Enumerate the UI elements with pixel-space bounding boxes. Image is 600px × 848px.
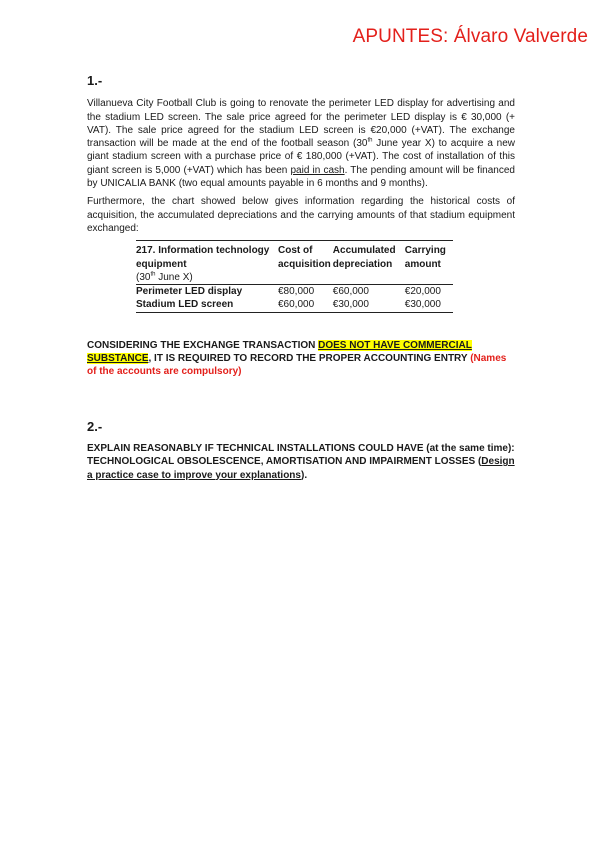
exercise-statement: Villanueva City Football Club is going to renovate the perimeter LED display for advertising and the stadium LED screen. The sale price agreed for the perimeter LED display is € 30,000 (+ VAT). The sale price agreed for the stadium LED screen is €20,000 (+VAT). The exchange transaction will be made at the end of the football season (30th June year X) to acquire a new giant stadium screen with a purchase price of € 180,000 (+VAT). The cost of installation of this giant screen is 5,000 (+VAT) which has been paid in cash. The pending amount will be financed by UNICALIA BANK (two equal amounts payable in 6 months and 9 months). [87, 98, 515, 190]
row-depreciation: €60,000 [331, 285, 405, 299]
table-header-row [136, 241, 453, 271]
col-header-carrying: Carrying amount [404, 245, 446, 270]
row-depreciation: €30,000 [332, 299, 369, 311]
row-cost: €60,000 [278, 299, 315, 311]
section-1-heading: 1.- [87, 73, 103, 88]
table-row [136, 298, 453, 312]
equipment-table [136, 240, 453, 312]
compulsory-note: (Names of the accounts are compulsory) [87, 353, 507, 378]
section-2-question: EXPLAIN REASONABLY IF TECHNICAL INSTALLATIONS COULD HAVE (at the same time): TECHNOLOGICAL OBSOLESCENCE, AMORTISATION AND IMPAIRMENT LOSSES (Design a practice case to improve your explanations). [87, 442, 515, 481]
design-case-text: Design a practice case to improve your explanations [87, 456, 515, 481]
section-2-heading: 2.- [87, 418, 103, 434]
row-cost: €80,000 [278, 285, 331, 299]
row-label: Stadium LED screen [136, 299, 234, 311]
paid-in-cash-text: paid in cash [290, 164, 345, 176]
row-carrying: €20,000 [405, 285, 453, 299]
date-note: (30th June X) [136, 271, 193, 283]
row-carrying: €30,000 [404, 299, 441, 311]
col-header-depreciation: Accumulated depreciation [332, 245, 396, 270]
table-date-row [136, 271, 453, 285]
exercise-instruction: CONSIDERING THE EXCHANGE TRANSACTION DOES NOT HAVE COMMERCIAL SUBSTANCE, IT IS REQUIRED TO RECORD THE PROPER ACCOUNTING ENTRY (Names of the accounts are compulsory) [87, 339, 507, 378]
table-row [136, 285, 453, 299]
document-body [87, 74, 515, 482]
author-note: APUNTES: Álvaro Valverde [352, 26, 588, 47]
row-label: Perimeter LED display [136, 285, 278, 299]
col-header-account: 217. Information technology equipment [136, 245, 270, 270]
col-header-cost: Cost of acquisition [278, 245, 331, 270]
chart-introduction: Furthermore, the chart showed below gives information regarding the historical costs of acquisition, the accumulated depreciations and the carrying amounts of that stadium equipment exchanged: [87, 196, 515, 234]
highlighted-condition: DOES NOT HAVE COMMERCIAL SUBSTANCE [87, 339, 472, 365]
